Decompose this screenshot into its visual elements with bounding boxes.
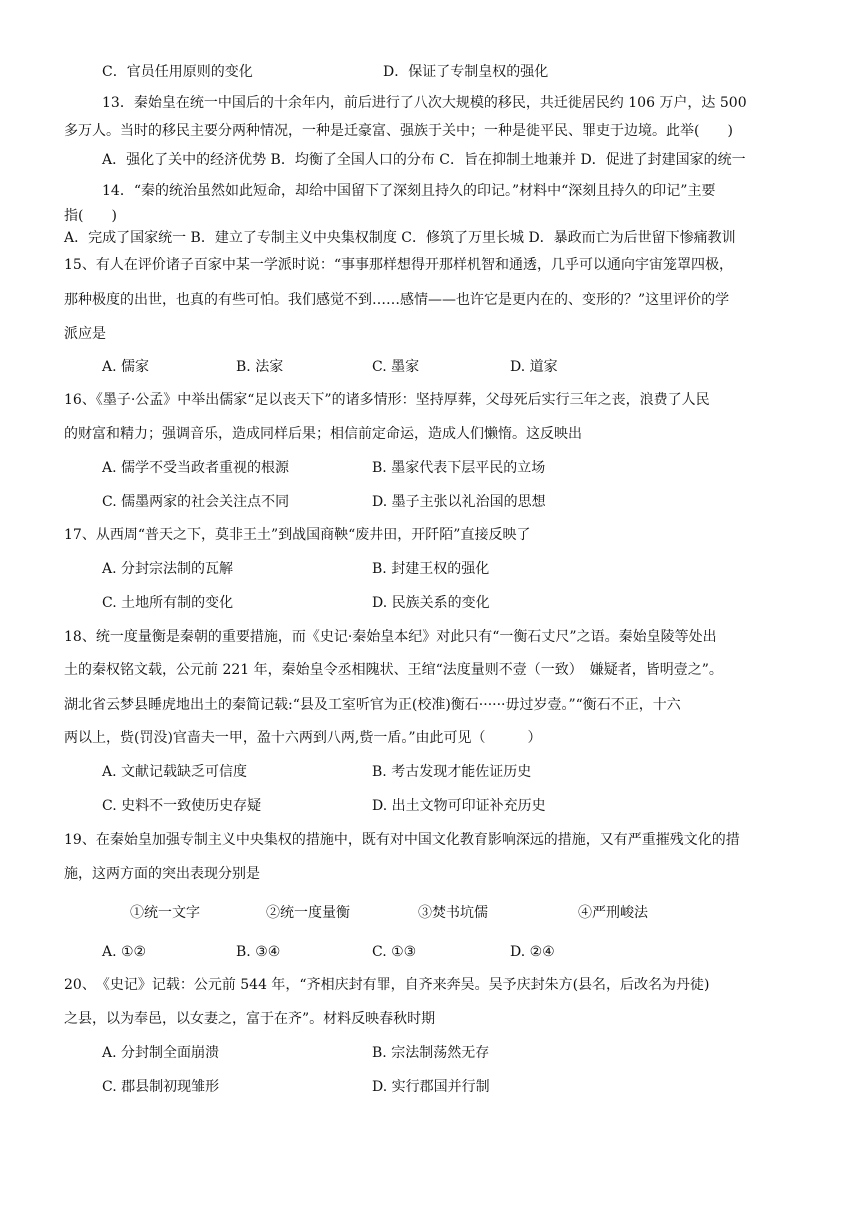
- q20-option-d: D. 实行郡国并行制: [372, 1079, 490, 1095]
- q15-option-d: D. 道家: [510, 359, 558, 375]
- q19-item-3: ③焚书坑儒: [418, 905, 488, 921]
- q15-option-b: B. 法家: [236, 359, 284, 375]
- q16-option-a: A. 儒学不受当政者重视的根源: [102, 460, 290, 476]
- q14-options: A．完成了国家统一 B．建立了专制主义中央集权制度 C．修筑了万里长城 D．暴政而亡为后世留下惨痛教训: [64, 230, 736, 246]
- q19-stem-line1: 19、在秦始皇加强专制主义中央集权的措施中，既有对中国文化教育影响深远的措施，又有严重摧残文化的措: [64, 832, 740, 848]
- q20-option-c: C. 郡县制初现雏形: [102, 1079, 220, 1095]
- q18-stem-line4: 两以上，赀(罚没)官啬夫一甲，盈十六两到八两,赀一盾。”由此可见（ ）: [64, 730, 542, 746]
- q20-option-a: A. 分封制全面崩溃: [102, 1045, 220, 1061]
- q20-option-b: B. 宗法制荡然无存: [372, 1045, 490, 1061]
- q12-option-d: D．保证了专制皇权的强化: [383, 64, 549, 80]
- q15-option-a: A. 儒家: [102, 359, 150, 375]
- q19-item-4: ④严刑峻法: [578, 905, 648, 921]
- q13-stem-line2: 多万人。当时的移民主要分两种情况，一种是迁豪富、强族于关中；一种是徙平民、罪吏于边境。此举( ): [64, 123, 733, 139]
- q19-option-c: C. ①③: [372, 944, 417, 960]
- q17-option-c: C. 土地所有制的变化: [102, 595, 234, 611]
- q20-stem-line2: 之县，以为奉邑，以女妻之，富于在齐”。材料反映春秋时期: [64, 1011, 436, 1027]
- q15-stem-line3: 派应是: [64, 326, 106, 342]
- q15-option-c: C. 墨家: [372, 359, 420, 375]
- q18-stem-line3: 湖北省云梦县睡虎地出土的秦简记载:“县及工室听官为正(校准)衡石······毋过岁壹。”“衡石不正，十六: [64, 697, 681, 713]
- q20-stem-line1: 20、 《史记》记载：公元前 544 年，“齐相庆封有罪，自齐来奔吴。吴予庆封朱方(县名，后改名为丹徒): [64, 977, 710, 993]
- q18-option-c: C. 史料不一致使历史存疑: [102, 798, 262, 814]
- q18-option-d: D. 出土文物可印证补充历史: [372, 798, 546, 814]
- q18-option-a: A. 文献记载缺乏可信度: [102, 764, 248, 780]
- q17-option-a: A. 分封宗法制的瓦解: [102, 561, 234, 577]
- q19-item-1: ①统一文字: [130, 905, 200, 921]
- q19-option-a: A. ①②: [102, 944, 147, 960]
- q16-option-b: B. 墨家代表下层平民的立场: [372, 460, 546, 476]
- q17-option-b: B. 封建王权的强化: [372, 561, 490, 577]
- q14-stem-line2: 指( ): [64, 208, 117, 224]
- q18-stem-line2: 土的秦权铭文载，公元前 221 年，秦始皇令丞相隗状、王绾“法度量则不壹（一致） 嫌疑者，皆明壹之”。: [64, 662, 723, 678]
- q16-stem-line1: 16、《墨子·公孟》中举出儒家“足以丧天下”的诸多情形：坚持厚葬，父母死后实行三年之丧，浪费了人民: [64, 392, 710, 408]
- q19-item-2: ②统一度量衡: [266, 905, 350, 921]
- q19-stem-line2: 施，这两方面的突出表现分别是: [64, 866, 260, 882]
- q16-option-d: D. 墨子主张以礼治国的思想: [372, 494, 546, 510]
- q19-option-b: B. ③④: [236, 944, 281, 960]
- q14-stem-line1: 14．“秦的统治虽然如此短命，却给中国留下了深刻且持久的印记。”材料中“深刻且持久的印记”主要: [102, 183, 716, 199]
- q17-stem-line1: 17、从西周“普天之下，莫非王土”到战国商鞅“废井田，开阡陌”直接反映了: [64, 527, 531, 543]
- q18-option-b: B. 考古发现才能佐证历史: [372, 764, 532, 780]
- q12-option-c: C．官员任用原则的变化: [102, 64, 253, 80]
- q18-stem-line1: 18、统一度量衡是秦朝的重要措施，而《史记·秦始皇本纪》对此只有“一衡石丈尺”之语。秦始皇陵等处出: [64, 629, 717, 645]
- q15-stem-line1: 15、有人在评价诸子百家中某一学派时说：“事事那样想得开那样机智和通透，几乎可以通向宇宙笼罩四极，: [64, 257, 733, 273]
- q16-option-c: C. 儒墨两家的社会关注点不同: [102, 494, 290, 510]
- q13-stem-line1: 13．秦始皇在统一中国后的十余年内，前后进行了八次大规模的移民，共迁徙居民约 106 万户，达 500: [102, 95, 747, 111]
- q19-option-d: D. ②④: [510, 944, 555, 960]
- q13-options: A．强化了关中的经济优势 B．均衡了全国人口的分布 C．旨在抑制土地兼并 D．促进了封建国家的统一: [102, 152, 746, 168]
- q17-option-d: D. 民族关系的变化: [372, 595, 490, 611]
- q15-stem-line2: 那种极度的出世，也真的有些可怕。我们感觉不到……感情——也许它是更内在的、变形的？”这里评价的学: [64, 292, 730, 308]
- q16-stem-line2: 的财富和精力；强调音乐，造成同样后果；相信前定命运，造成人们懒惰。这反映出: [64, 426, 582, 442]
